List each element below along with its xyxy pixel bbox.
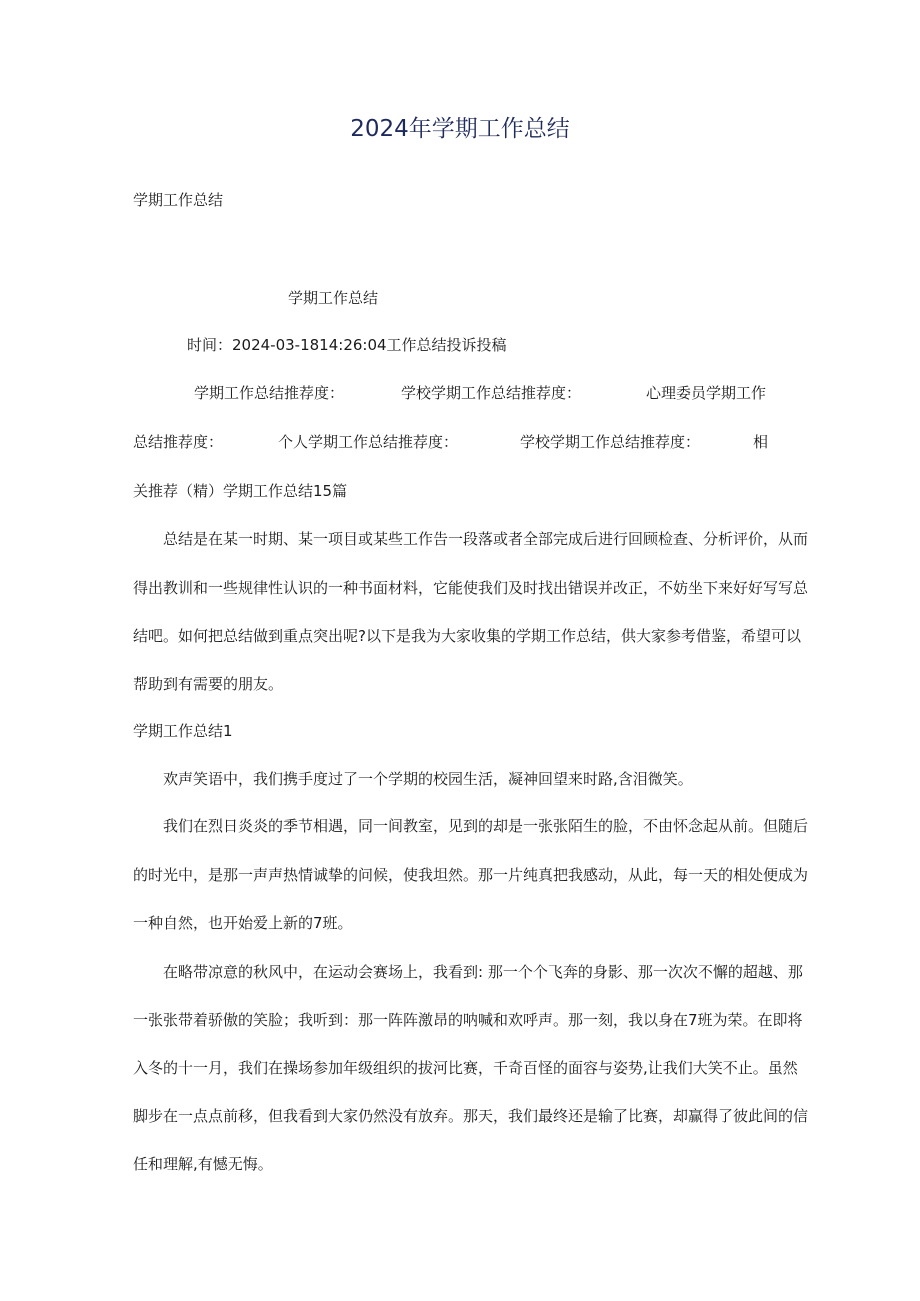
meta-line: 时间：2024-03-1814:26:04工作总结投诉投稿 bbox=[187, 336, 507, 354]
paragraph-line: 入冬的十一月，我们在操场参加年级组织的拔河比赛，千奇百怪的面容与姿势,让我们大笑不止。虽然 bbox=[133, 1059, 798, 1077]
recommend-item[interactable]: 学期工作总结推荐度： bbox=[194, 384, 345, 402]
intro-line: 总结是在某一时期、某一项目或某些工作告一段落或者全部完成后进行回顾检查、分析评价，从而 bbox=[163, 530, 809, 548]
subtitle-left: 学期工作总结 bbox=[133, 191, 224, 209]
recommend-related: 关推荐（精）学期工作总结15篇 bbox=[133, 482, 348, 500]
paragraph-line: 欢声笑语中，我们携手度过了一个学期的校园生活，凝神回望来时路,含泪微笑。 bbox=[163, 770, 693, 788]
recommend-item[interactable]: 学校学期工作总结推荐度： bbox=[401, 384, 582, 402]
document-title: 2024年学期工作总结 bbox=[350, 116, 570, 142]
intro-line: 结吧。如何把总结做到重点突出呢?以下是我为大家收集的学期工作总结，供大家参考借鉴，希望可以 bbox=[133, 627, 801, 645]
paragraph-line: 的时光中，是那一声声热情诚挚的问候，使我坦然。那一片纯真把我感动，从此，每一天的相处便成为 bbox=[133, 866, 809, 884]
intro-line: 帮助到有需要的朋友。 bbox=[133, 675, 284, 693]
paragraph-line: 在略带凉意的秋风中，在运动会赛场上，我看到: 那一个个飞奔的身影、那一次次不懈的超越、那 bbox=[163, 963, 803, 981]
recommend-item[interactable]: 相 bbox=[753, 433, 769, 451]
paragraph-line: 任和理解,有憾无悔。 bbox=[133, 1155, 273, 1173]
section-heading: 学期工作总结1 bbox=[133, 722, 233, 740]
paragraph-line: 一张张带着骄傲的笑脸；我听到：那一阵阵激昂的呐喊和欢呼声。那一刻，我以身在7班为荣。在即将 bbox=[133, 1011, 803, 1029]
recommend-item[interactable]: 个人学期工作总结推荐度： bbox=[278, 433, 459, 451]
recommend-item[interactable]: 学校学期工作总结推荐度： bbox=[520, 433, 701, 451]
intro-line: 得出教训和一些规律性认识的一种书面材料，它能使我们及时找出错误并改正，不妨坐下来好好写写总 bbox=[133, 579, 809, 597]
paragraph-line: 我们在烈日炎炎的季节相遇，同一间教室，见到的却是一张张陌生的脸，不由怀念起从前。但随后 bbox=[163, 817, 809, 835]
recommend-item[interactable]: 心理委员学期工作 bbox=[646, 384, 767, 402]
subtitle-center: 学期工作总结 bbox=[288, 289, 379, 307]
paragraph-line: 脚步在一点点前移，但我看到大家仍然没有放弃。那天，我们最终还是输了比赛，却赢得了彼此间的信 bbox=[133, 1107, 809, 1125]
recommend-item[interactable]: 总结推荐度： bbox=[133, 433, 224, 451]
paragraph-line: 一种自然，也开始爱上新的7班。 bbox=[133, 914, 353, 932]
